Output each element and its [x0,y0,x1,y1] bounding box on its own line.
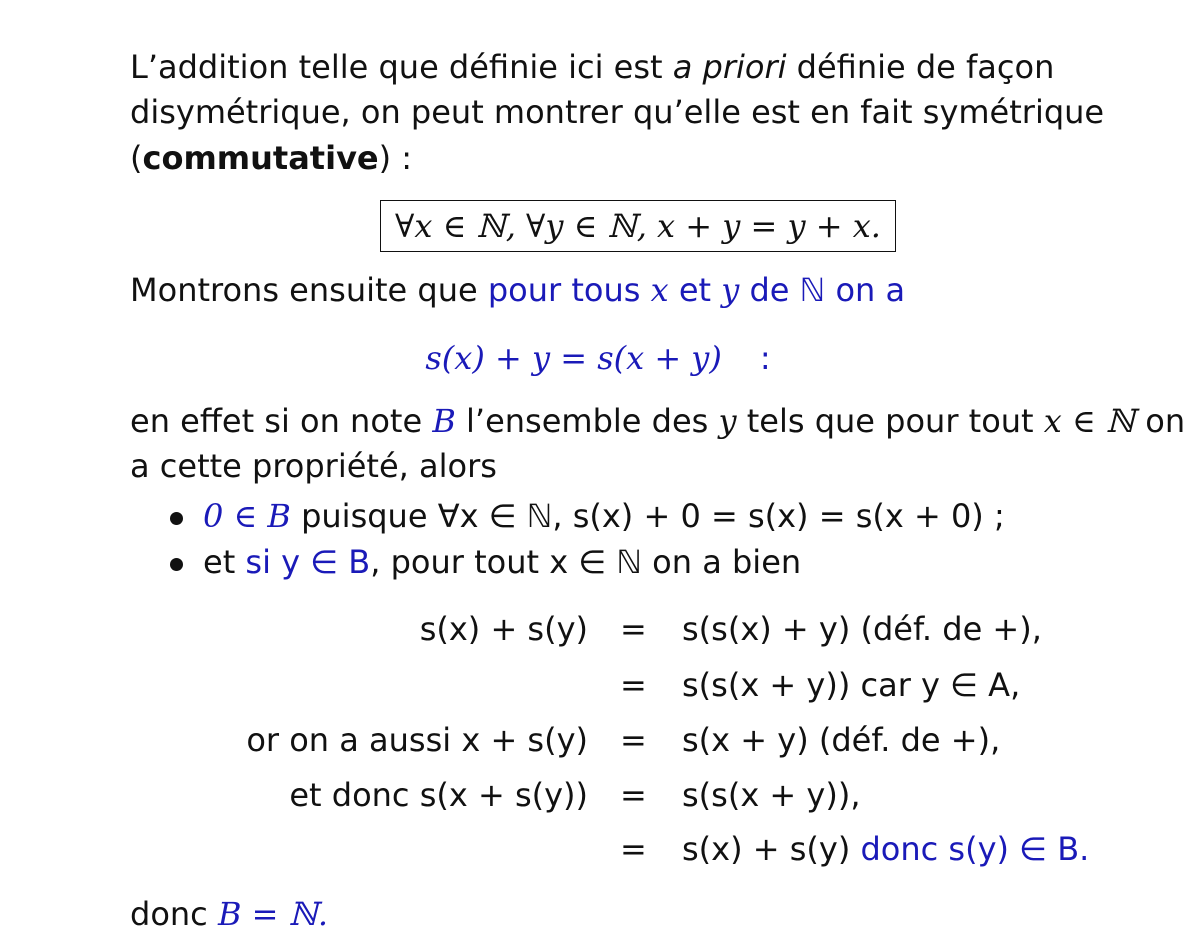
effet-text: l’ensemble des [455,402,719,440]
align-lhs: s(x) + s(y) [419,610,588,648]
formula-text: ∀x ∈ ℕ, ∀y ∈ ℕ, x + y = y + x. [395,207,881,245]
align-eq: = [620,830,647,868]
et-text: et [668,271,722,309]
rhs-blue-text: donc s(y) ∈ B. [860,830,1090,868]
donc-text: donc [130,895,218,933]
formula-colon: : [759,339,771,377]
conclusion-line [130,892,328,936]
rhs-text: s(s(x + y)), [682,776,861,814]
align-lhs: et donc s(x + s(y)) [289,776,588,814]
bullet-text: puisque ∀x ∈ ℕ, s(x) + 0 = s(x) = s(x + 0) ; [290,497,1005,535]
x-in-N: x ∈ ℕ [1043,402,1136,440]
pour-tous-text: pour tous [487,271,651,309]
si-y-in-B: si y ∈ B [245,543,371,581]
bullet-text: , pour tout x ∈ ℕ on a bien [370,543,802,581]
align-eq: = [620,666,647,704]
bullet-dot [170,512,183,525]
align-eq: = [620,721,647,759]
effet-text: en effet si on note [130,402,433,440]
set-B: B [432,402,456,440]
rhs-text: s(x) + s(y) [682,830,861,868]
a-priori-emphasis: a priori [672,48,787,86]
bullet-item-2 [203,540,801,584]
rhs-text: s(x + y) (déf. de +), [682,721,1001,759]
align-eq: = [620,776,647,814]
align-rhs [682,607,1042,651]
intro-line-3 [130,136,412,180]
bullet-dot [170,558,183,571]
montrons-text: Montrons ensuite que [130,271,488,309]
intro-text: L’addition telle que définie ici est [130,48,673,86]
align-rhs [682,773,860,817]
bullet-item-1 [203,494,1005,538]
montrons-line [130,268,905,312]
align-rhs [682,718,1000,762]
var-y: y [718,402,737,440]
rhs-text: s(s(x + y)) car y ∈ A, [682,666,1021,704]
zero-in-B: 0 ∈ B [203,497,291,535]
var-y: y [721,271,740,309]
rhs-text: s(s(x) + y) (déf. de +), [682,610,1042,648]
intro-line-1 [130,45,1054,89]
align-rhs [682,663,1020,707]
intro-line-2: disymétrique, on peut montrer qu’elle est en fait symétrique [130,93,1105,131]
intro-text: définie de façon [786,48,1055,86]
effet-line-1 [130,399,1185,443]
effet-text: tels que pour tout [736,402,1044,440]
effet-line-2: a cette propriété, alors [130,447,497,485]
B-equals-N: B = ℕ. [217,895,329,933]
effet-text: on [1135,402,1186,440]
align-eq: = [620,610,647,648]
var-x: x [650,271,669,309]
successor-formula: s(x) + y = s(x + y) [425,339,722,377]
commutative-term: commutative [142,139,379,177]
paren-close: ) : [378,139,413,177]
bullet-text: et [203,543,246,581]
de-N-text: de ℕ on a [739,271,906,309]
align-lhs: or on a aussi x + s(y) [246,721,588,759]
boxed-commutativity-formula [380,200,896,252]
centered-formula [0,336,1196,380]
align-rhs [682,827,1089,871]
paren-open: ( [130,139,143,177]
